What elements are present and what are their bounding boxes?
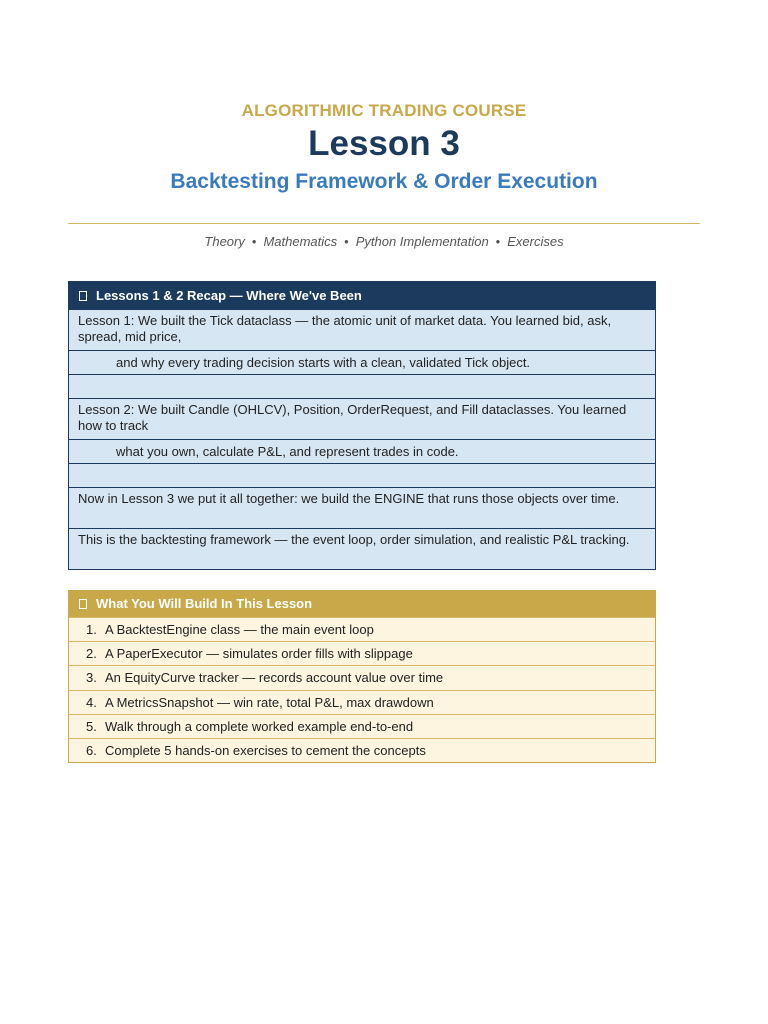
box-icon [79, 599, 87, 609]
topic-python: Python Implementation [355, 234, 489, 249]
list-item-number: 1. [86, 622, 97, 637]
list-item [69, 690, 655, 714]
course-label: ALGORITHMIC TRADING COURSE [241, 101, 527, 120]
topic-separator: • [344, 234, 349, 249]
recap-row: Now in Lesson 3 we put it all together: we build the ENGINE that runs those objects over time. [69, 487, 655, 528]
topics-line [0, 234, 768, 249]
recap-title: Lessons 1 & 2 Recap — Where We've Been [96, 288, 362, 303]
list-item-number: 5. [86, 718, 97, 734]
topic-separator: • [495, 234, 501, 249]
recap-row: This is the backtesting framework — the event loop, order simulation, and realistic P&L tracking. [69, 528, 655, 569]
lesson-subtitle: Backtesting Framework & Order Execution [170, 170, 598, 193]
topic-separator: • [251, 234, 257, 249]
list-item-text: A PaperExecutor — simulates order fills with slippage [105, 646, 413, 662]
list-item-number: 3. [86, 670, 97, 686]
recap-row: Lesson 1: We built the Tick dataclass — the atomic unit of market data. You learned bid, ask, spread, mid price, [69, 309, 655, 350]
list-item [69, 641, 655, 665]
list-item-text: Complete 5 hands-on exercises to cement the concepts [105, 742, 426, 758]
list-item-number: 6. [86, 742, 97, 758]
box-icon [79, 291, 87, 301]
topic-exercises: Exercises [507, 234, 564, 249]
recap-header [69, 282, 655, 309]
list-item-text: A MetricsSnapshot — win rate, total P&L, max drawdown [105, 694, 434, 710]
list-item [69, 738, 655, 762]
recap-row: what you own, calculate P&L, and represent trades in code. [69, 439, 655, 463]
list-item-text: An EquityCurve tracker — records account value over time [105, 670, 444, 686]
list-item [69, 617, 655, 641]
list-item [69, 714, 655, 738]
list-item-number: 4. [86, 694, 97, 710]
build-title: What You Will Build In This Lesson [96, 596, 313, 611]
recap-row: Lesson 2: We built Candle (OHLCV), Position, OrderRequest, and Fill dataclasses. You learned how to track [69, 398, 655, 439]
list-item [69, 665, 655, 689]
list-item-number: 2. [86, 646, 97, 662]
list-item-text: A BacktestEngine class — the main event loop [105, 622, 374, 637]
recap-row: and why every trading decision starts with a clean, validated Tick object. [69, 350, 655, 374]
list-item-text: Walk through a complete worked example end-to-end [105, 718, 414, 734]
recap-row-empty [69, 463, 655, 487]
topic-theory: Theory [204, 234, 245, 249]
build-table [68, 590, 656, 763]
recap-table [68, 281, 656, 570]
topic-mathematics: Mathematics [263, 234, 338, 249]
build-header [69, 591, 655, 617]
header-divider [68, 223, 700, 224]
recap-row-empty [69, 374, 655, 398]
lesson-title: Lesson 3 [308, 124, 460, 163]
